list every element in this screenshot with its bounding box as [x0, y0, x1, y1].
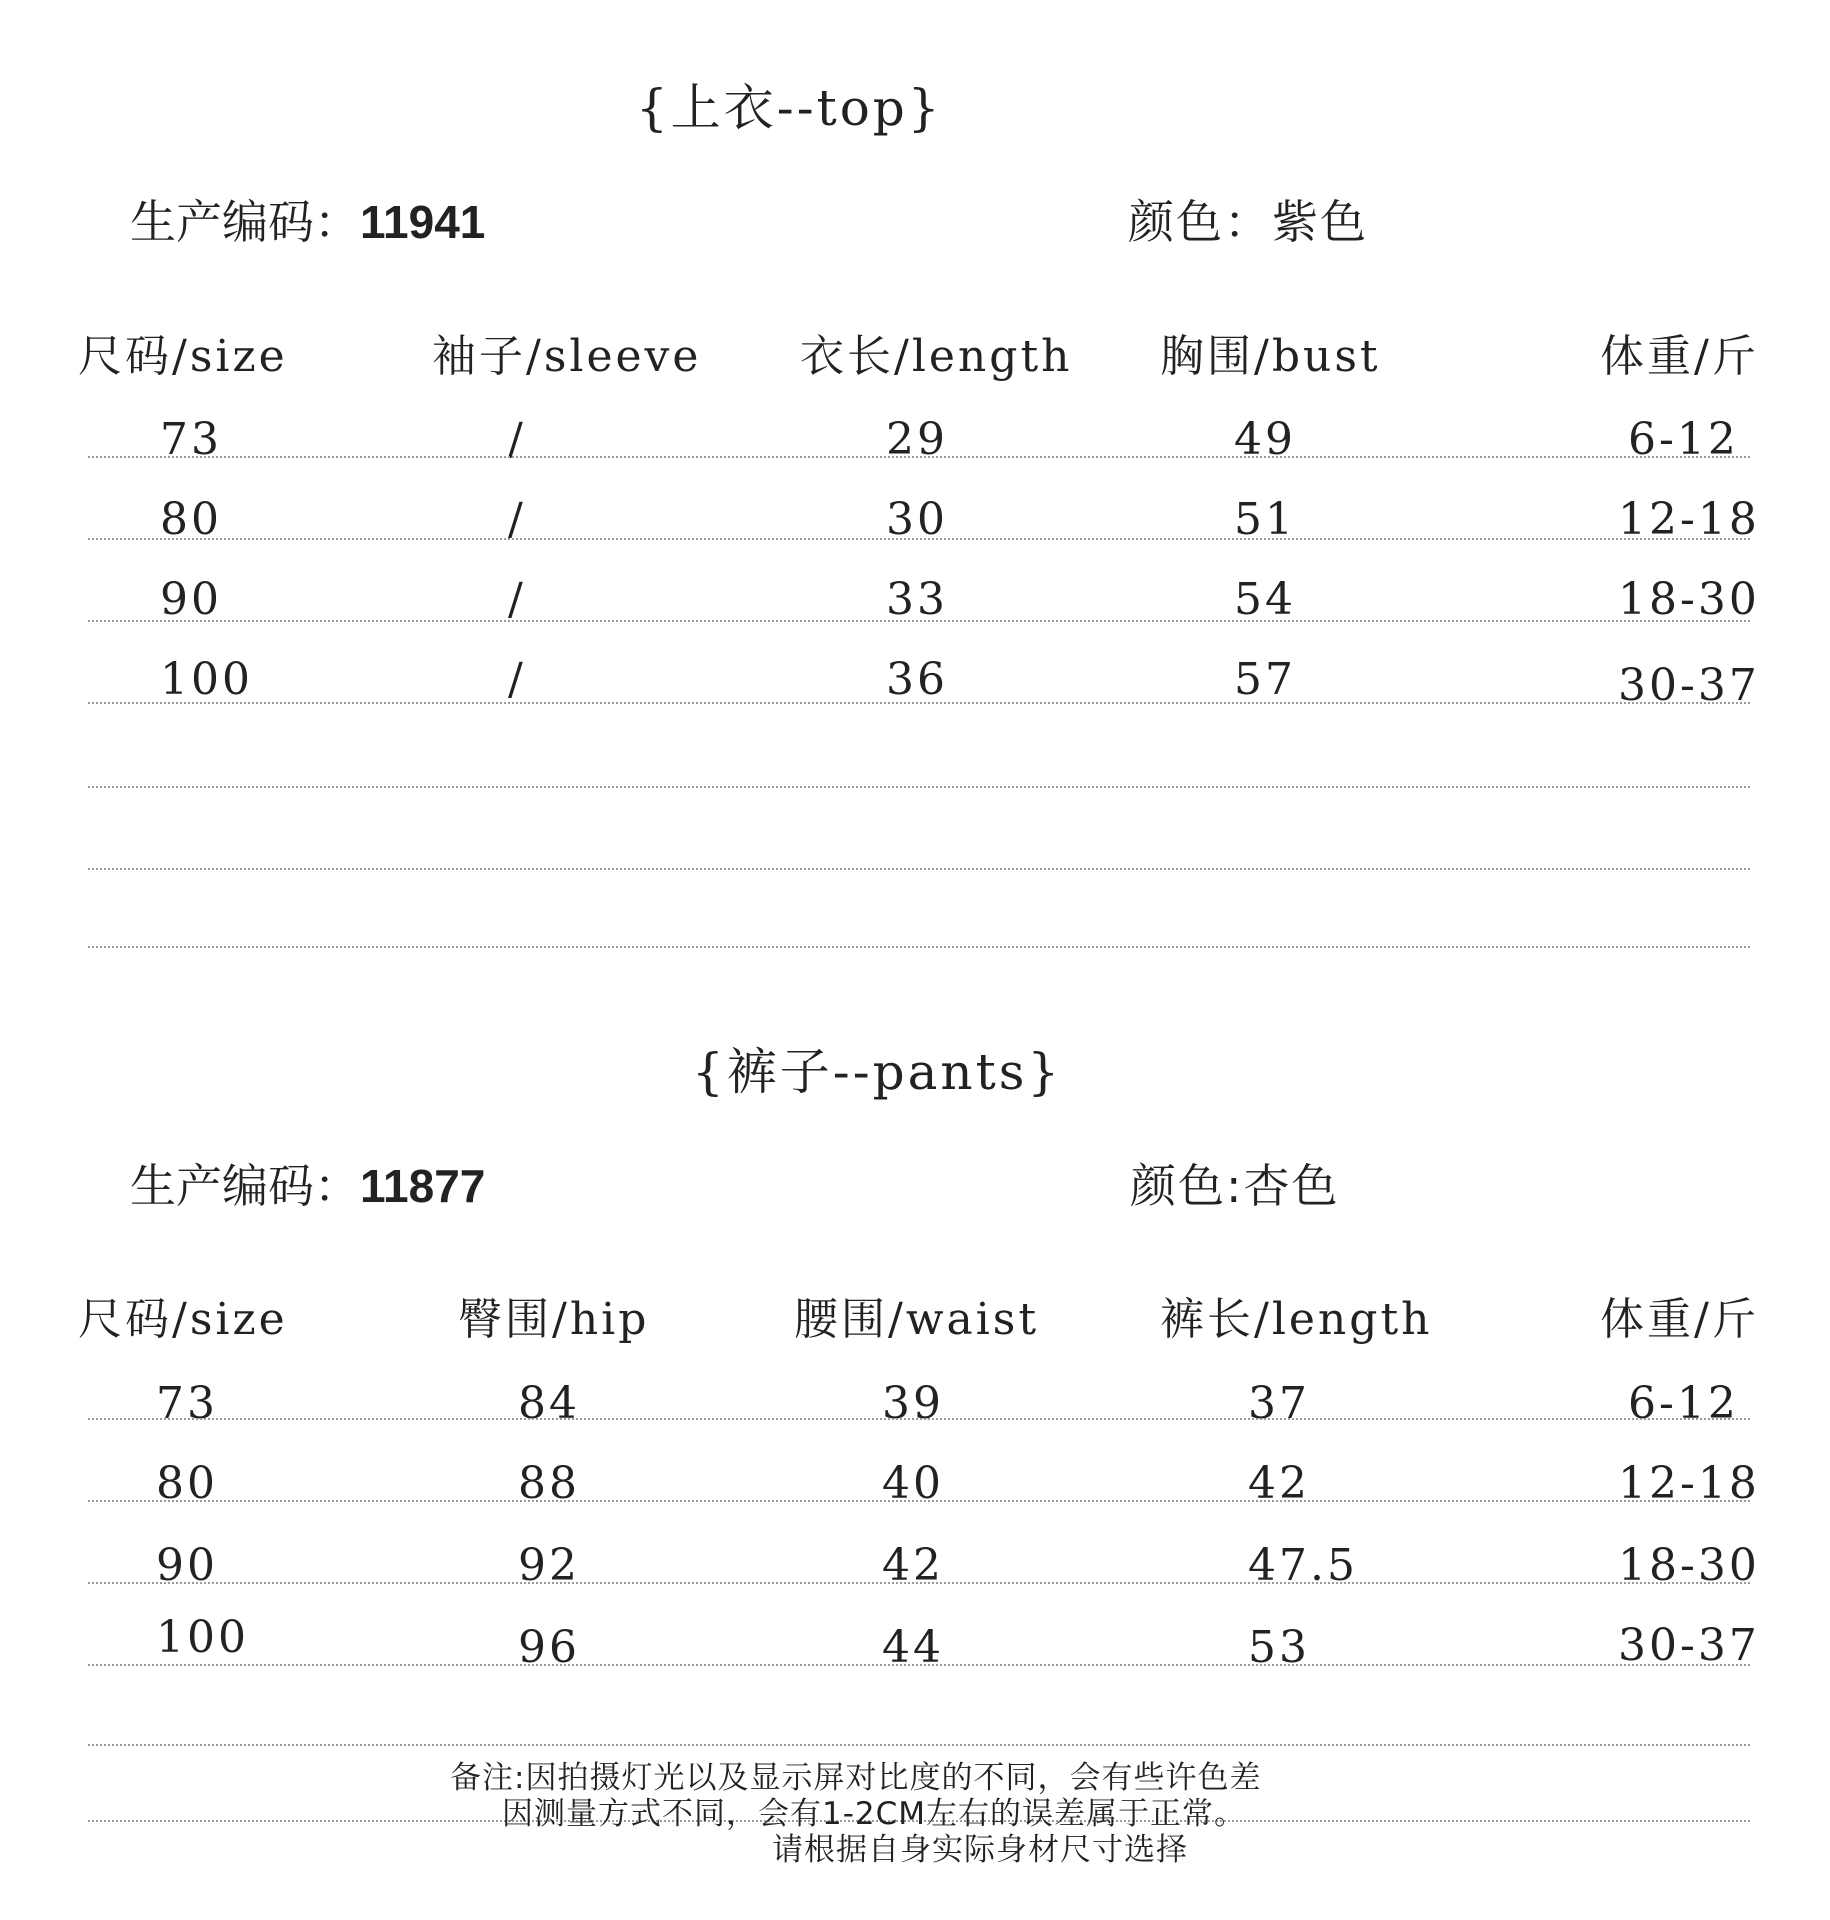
note-line-3: 请根据自身实际身材尺寸选择 [772, 1832, 1188, 1868]
top-header-sleeve: 袖子/sleeve [432, 331, 702, 382]
pants-cell-hip: 84 [518, 1378, 580, 1429]
top-header-size: 尺码/size [78, 331, 288, 382]
top-cell-sleeve: / [508, 574, 526, 625]
top-cell-size: 80 [160, 494, 222, 545]
top-cell-weight: 6-12 [1628, 414, 1739, 465]
top-cell-weight: 18-30 [1618, 574, 1760, 625]
row-divider [88, 1418, 1750, 1420]
pants-cell-weight: 12-18 [1618, 1458, 1760, 1509]
pants-cell-size: 73 [156, 1378, 218, 1429]
pants-header-size: 尺码/size [78, 1294, 288, 1345]
pants-cell-hip: 88 [518, 1458, 580, 1509]
pants-cell-waist: 40 [882, 1458, 944, 1509]
pants-cell-length: 47.5 [1248, 1540, 1358, 1591]
top-cell-bust: 49 [1234, 414, 1296, 465]
pants-cell-hip: 92 [518, 1540, 580, 1591]
top-cell-bust: 57 [1234, 654, 1296, 705]
pants-cell-length: 42 [1248, 1458, 1310, 1509]
row-divider [88, 1582, 1750, 1584]
top-cell-weight: 12-18 [1618, 494, 1760, 545]
pants-production-code [130, 1150, 485, 1216]
top-cell-size: 90 [160, 574, 222, 625]
pants-code-value: 11877 [360, 1160, 486, 1212]
row-divider [88, 538, 1750, 540]
row-divider [88, 946, 1750, 948]
top-cell-length: 30 [886, 494, 948, 545]
top-production-code [130, 186, 485, 252]
pants-header-length: 裤长/length [1160, 1294, 1433, 1345]
row-divider [88, 1744, 1750, 1746]
note-line-1: 备注:因拍摄灯光以及显示屏对比度的不同，会有些许色差 [450, 1760, 1262, 1796]
top-cell-length: 33 [886, 574, 948, 625]
top-cell-sleeve: / [508, 654, 526, 705]
top-code-value: 11941 [360, 196, 486, 248]
row-divider [88, 620, 1750, 622]
note-line-2: 因测量方式不同，会有1-2CM左右的误差属于正常。 [502, 1796, 1247, 1832]
top-section-title: {上衣--top} [636, 79, 943, 137]
top-cell-bust: 54 [1234, 574, 1296, 625]
top-code-label: 生产编码： [130, 195, 360, 249]
pants-cell-size: 100 [156, 1612, 249, 1663]
pants-cell-size: 80 [156, 1458, 218, 1509]
top-header-weight: 体重/斤 [1600, 331, 1759, 382]
row-divider [88, 786, 1750, 788]
row-divider [88, 456, 1750, 458]
row-divider [88, 1664, 1750, 1666]
top-cell-size: 73 [160, 414, 222, 465]
top-cell-weight: 30-37 [1618, 660, 1760, 711]
top-cell-length: 36 [886, 654, 948, 705]
top-cell-bust: 51 [1234, 494, 1296, 545]
top-cell-length: 29 [886, 414, 948, 465]
pants-cell-waist: 42 [882, 1540, 944, 1591]
pants-header-waist: 腰围/waist [794, 1294, 1040, 1345]
top-header-bust: 胸围/bust [1160, 331, 1381, 382]
pants-code-label: 生产编码： [130, 1159, 360, 1213]
pants-cell-waist: 44 [882, 1622, 944, 1673]
row-divider [88, 868, 1750, 870]
pants-cell-length: 53 [1248, 1622, 1310, 1673]
top-cell-sleeve: / [508, 494, 526, 545]
pants-cell-size: 90 [156, 1540, 218, 1591]
pants-cell-length: 37 [1248, 1378, 1310, 1429]
row-divider [88, 1500, 1750, 1502]
top-color: 颜色：紫色 [1128, 195, 1368, 249]
row-divider [88, 702, 1750, 704]
pants-cell-weight: 30-37 [1618, 1620, 1760, 1671]
pants-cell-weight: 18-30 [1618, 1540, 1760, 1591]
pants-color: 颜色:杏色 [1130, 1159, 1340, 1213]
top-cell-sleeve: / [508, 414, 526, 465]
pants-cell-waist: 39 [882, 1378, 944, 1429]
top-cell-size: 100 [160, 654, 253, 705]
pants-header-hip: 臀围/hip [458, 1294, 650, 1345]
pants-cell-hip: 96 [518, 1622, 580, 1673]
pants-cell-weight: 6-12 [1628, 1378, 1739, 1429]
top-header-length: 衣长/length [800, 331, 1073, 382]
pants-section-title: {裤子--pants} [692, 1043, 1063, 1101]
pants-header-weight: 体重/斤 [1600, 1294, 1759, 1345]
